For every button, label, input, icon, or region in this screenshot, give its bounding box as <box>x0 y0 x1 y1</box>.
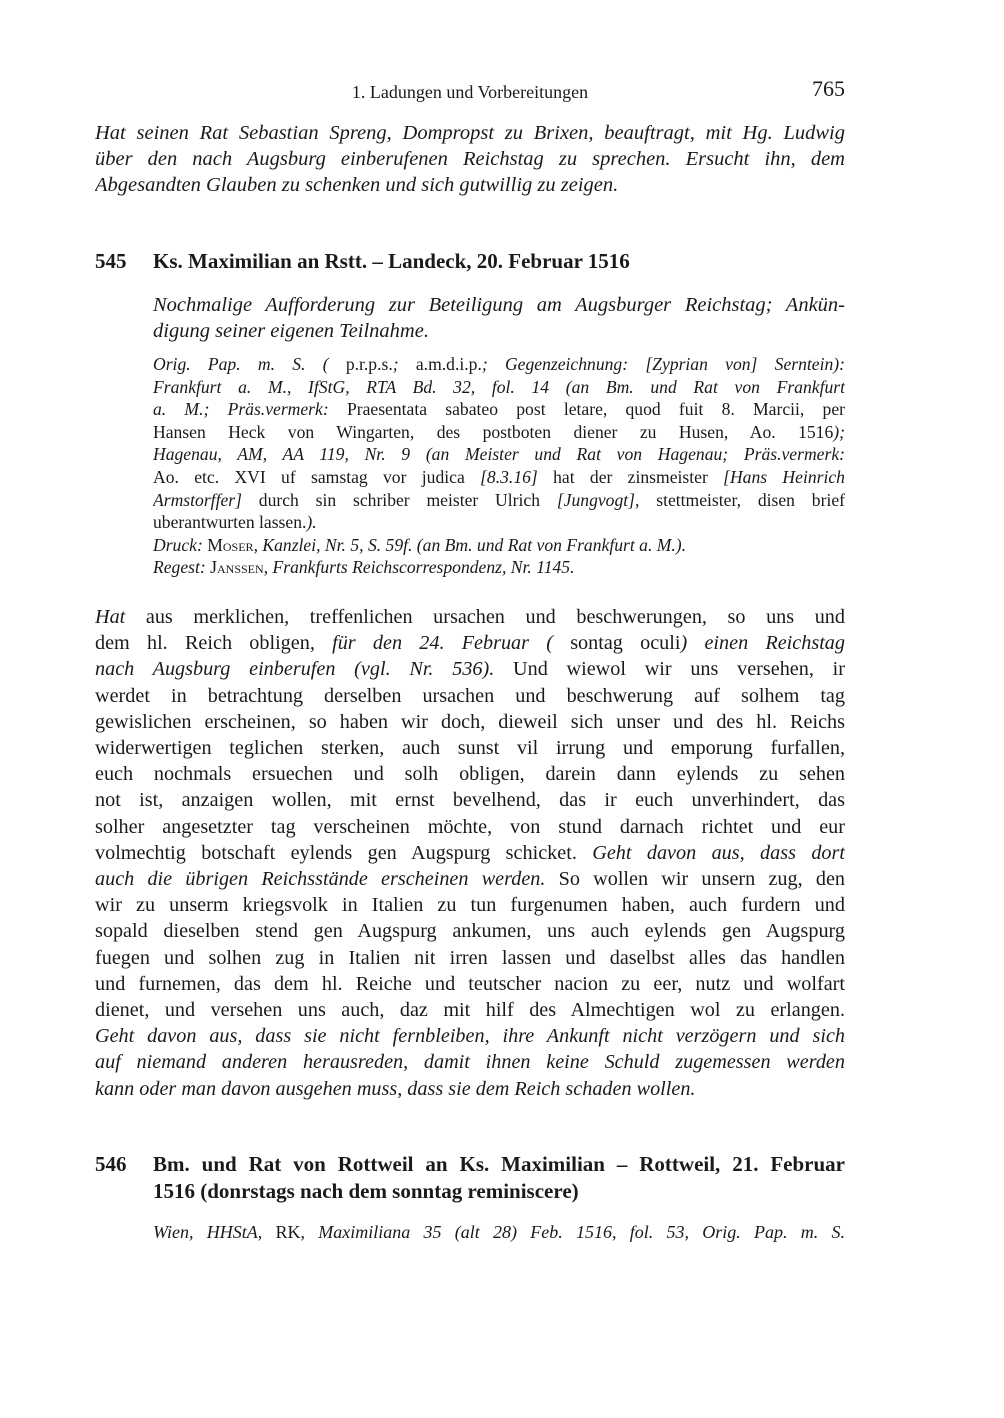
italic-text: nach Augsburg einberufen (vgl. Nr. 536). <box>95 658 495 681</box>
quoted-text: widerwertigen teglichen sterken, auch sunst vil irrung und emporung furfallen, <box>95 737 845 760</box>
quoted-text: sontag oculi <box>570 632 681 655</box>
intro-regest <box>95 120 845 199</box>
text-line <box>153 443 845 466</box>
italic-text: auf niemand anderen herausreden, damit ihnen keine Schuld zugemessen werden <box>95 1051 845 1074</box>
quoted-text: hat der zinsmeister <box>537 466 724 487</box>
text-line <box>95 892 845 918</box>
quoted-text: Und wiewol wir uns versehen, ir <box>494 658 845 681</box>
text-line <box>95 787 845 813</box>
quoted-text: fuegen und solhen zug in Italien nit irren lassen und daselbst alles das handlen <box>95 946 845 969</box>
quoted-text: So wollen wir unsern zug, den <box>545 868 845 891</box>
italic-text: auch die übrigen Reichsstände erscheinen werden. <box>95 868 546 891</box>
document-title <box>153 1151 845 1205</box>
italic-text: , für den 24. Februar ( <box>309 632 571 655</box>
document-545-apparatus <box>153 353 845 579</box>
italic-text: Hagenau, AM, AA 119, Nr. 9 (an Meister und Rat von Hagenau; Präs.vermerk: <box>153 444 845 465</box>
italic-text: a. M.; Präs.vermerk: <box>153 399 347 420</box>
text-line <box>153 353 845 376</box>
text-line <box>153 511 845 534</box>
document-545-body <box>95 604 845 1102</box>
author-name: Moser <box>207 534 254 555</box>
text-line <box>153 556 845 579</box>
quoted-text: uberantwurten lassen. <box>153 512 307 533</box>
italic-text: ) einen Reichstag <box>680 632 845 655</box>
text-line <box>95 630 845 656</box>
page-number: 765 <box>812 76 845 101</box>
quoted-text: dem hl. Reich obligen <box>95 632 310 655</box>
quoted-text: p.r.p.s. <box>345 354 393 374</box>
text-line <box>153 376 845 399</box>
italic-text: , Kanzlei, Nr. 5, S. 59f. (an Bm. und Rat von Frankfurt a. M.). <box>253 534 687 555</box>
text-line <box>95 1049 845 1075</box>
italic-text: Armstorffer] <box>153 489 242 510</box>
document-546-heading <box>0 1151 1004 1207</box>
quoted-text: durch sin schriber meister Ulrich <box>241 489 557 510</box>
text-line <box>95 997 845 1023</box>
quoted-text: Hansen Heck von Wingarten, des postboten diener zu Husen, Ao. 1516 <box>153 421 834 442</box>
quoted-text: dienet, und versehen uns auch, daz mit hilf des Almechtigen wol zu erlangen. <box>95 999 845 1022</box>
text-line <box>95 1023 845 1049</box>
text-line <box>95 918 845 944</box>
text-line <box>95 814 845 840</box>
italic-text: Hat seinen Rat Sebastian Spreng, Dompropst zu Brixen, beauftragt, mit Hg. Ludwig <box>95 122 845 144</box>
italic-text: Frankfurt a. M., IfStG, RTA Bd. 32, fol. 14 (an Bm. und Rat von Frankfurt <box>153 376 845 397</box>
document-number: 545 <box>95 249 127 273</box>
text-line <box>153 534 845 557</box>
text-line <box>95 840 845 866</box>
quoted-text: aus merklichen, treffenlichen ursachen und beschwerungen, so uns und <box>125 606 845 628</box>
quoted-text: volmechtig botschaft eylends gen Augspurg schicket. <box>95 841 593 864</box>
text-line <box>95 866 845 892</box>
text-line <box>95 735 845 761</box>
quoted-text: wir zu unserm kriegsvolk in Italien zu tun furgenumen haben, auch furdern und <box>95 894 845 917</box>
text-line <box>153 466 845 489</box>
document-546-source <box>153 1221 845 1244</box>
italic-text: , Frankfurts Reichscorrespondenz, Nr. 1145. <box>263 557 575 578</box>
text-line <box>95 945 845 971</box>
text-line <box>95 120 845 146</box>
italic-text: Nochmalige Aufforderung zur Beteiligung am Augsburger Reichstag; Ankün- <box>153 294 845 316</box>
text-line <box>95 761 845 787</box>
text-line <box>95 604 845 630</box>
quoted-text: not ist, anzaigen wollen, mit ernst bevelhend, das ir euch unverhindert, das <box>95 789 845 812</box>
italic-text: Regest: <box>153 557 211 578</box>
italic-text: [Hans Heinrich <box>723 466 845 487</box>
text-line <box>153 489 845 512</box>
italic-text: Abgesandten Glauben zu schenken und sich gutwillig zu zeigen. <box>95 174 619 197</box>
text-line <box>153 318 845 344</box>
title-line: Bm. und Rat von Rottweil an Ks. Maximilian – Rottweil, 21. Februar <box>153 1152 845 1176</box>
italic-text: Geht davon aus, dass dort <box>592 841 845 864</box>
quoted-text: sopald dieselben stend gen Augspurg ankumen, uns auch eylends gen Augspurg <box>95 920 845 943</box>
text-line <box>95 172 845 198</box>
text-line <box>153 398 845 421</box>
quoted-text: und furnemen, das dem hl. Reiche und teutscher nacion zu eer, nutz und wolfart <box>95 972 845 995</box>
text-line <box>153 1221 845 1244</box>
italic-text: Wien, HHStA, <box>153 1222 276 1242</box>
quoted-text: Ao. etc. XVI uf samstag vor judica <box>153 466 481 487</box>
italic-text: Geht davon aus, dass sie nicht fernbleiben, ihre Ankunft nicht verzögern und sich <box>95 1025 845 1048</box>
text-line <box>95 656 845 682</box>
italic-text: , Maximiliana 35 (alt 28) Feb. 1516, fol. 53, Orig. Pap. m. S. <box>300 1222 845 1242</box>
text-line <box>95 1076 845 1102</box>
text-line <box>153 292 845 318</box>
quoted-text: solher angesetzter tag verscheinen möchte, von stund darnach richtet und eur <box>95 815 845 838</box>
italic-text: ; <box>392 354 416 374</box>
italic-text: ; Gegenzeichnung: [Zyprian von] Serntein): <box>481 354 845 374</box>
italic-text: [8.3.16] <box>480 466 538 487</box>
quoted-text: gewislichen erscheinen, so haben wir doch, dieweil sich unser und des hl. Reichs <box>95 710 845 733</box>
italic-text: ). <box>306 512 317 533</box>
title-line: 1516 (donrstags nach dem sonntag reminiscere) <box>153 1179 579 1203</box>
quoted-text: RK <box>275 1222 301 1242</box>
text-line <box>95 683 845 709</box>
quoted-text: euch nochmals ersuechen und solh obligen, darein dann eylends zu sehen <box>95 763 845 786</box>
italic-text: Hat <box>95 606 126 628</box>
italic-text: ); <box>833 421 845 442</box>
italic-text: über den nach Augsburg einberufenen Reichstag zu sprechen. Ersucht ihn, dem <box>95 148 845 171</box>
text-line <box>95 146 845 172</box>
quoted-text: stettmeister, disen brief <box>639 489 845 510</box>
document-title: Ks. Maximilian an Rstt. – Landeck, 20. Februar 1516 <box>153 249 630 273</box>
document-545-summary <box>153 292 845 344</box>
italic-text: [Jungvogt], <box>556 489 640 510</box>
text-line <box>95 971 845 997</box>
italic-text: Druck: <box>153 534 208 555</box>
text-line <box>153 421 845 444</box>
author-name: Janssen <box>210 557 264 578</box>
text-line <box>95 709 845 735</box>
quoted-text: Praesentata sabateo post letare, quod fuit 8. Marcii, per <box>346 399 845 420</box>
italic-text: Orig. Pap. m. S. ( <box>153 354 346 374</box>
italic-text: digung seiner eigenen Teilnahme. <box>153 320 429 342</box>
running-title: 1. Ladungen und Vorbereitungen <box>351 82 589 102</box>
document-number: 546 <box>95 1152 127 1176</box>
quoted-text: werdet in betrachtung derselben ursachen und beschwerung auf solhem tag <box>95 684 845 707</box>
document-545-heading <box>0 248 1004 276</box>
italic-text: kann oder man davon ausgehen muss, dass sie dem Reich schaden wollen. <box>95 1077 696 1100</box>
quoted-text: a.m.d.i.p. <box>415 354 482 374</box>
